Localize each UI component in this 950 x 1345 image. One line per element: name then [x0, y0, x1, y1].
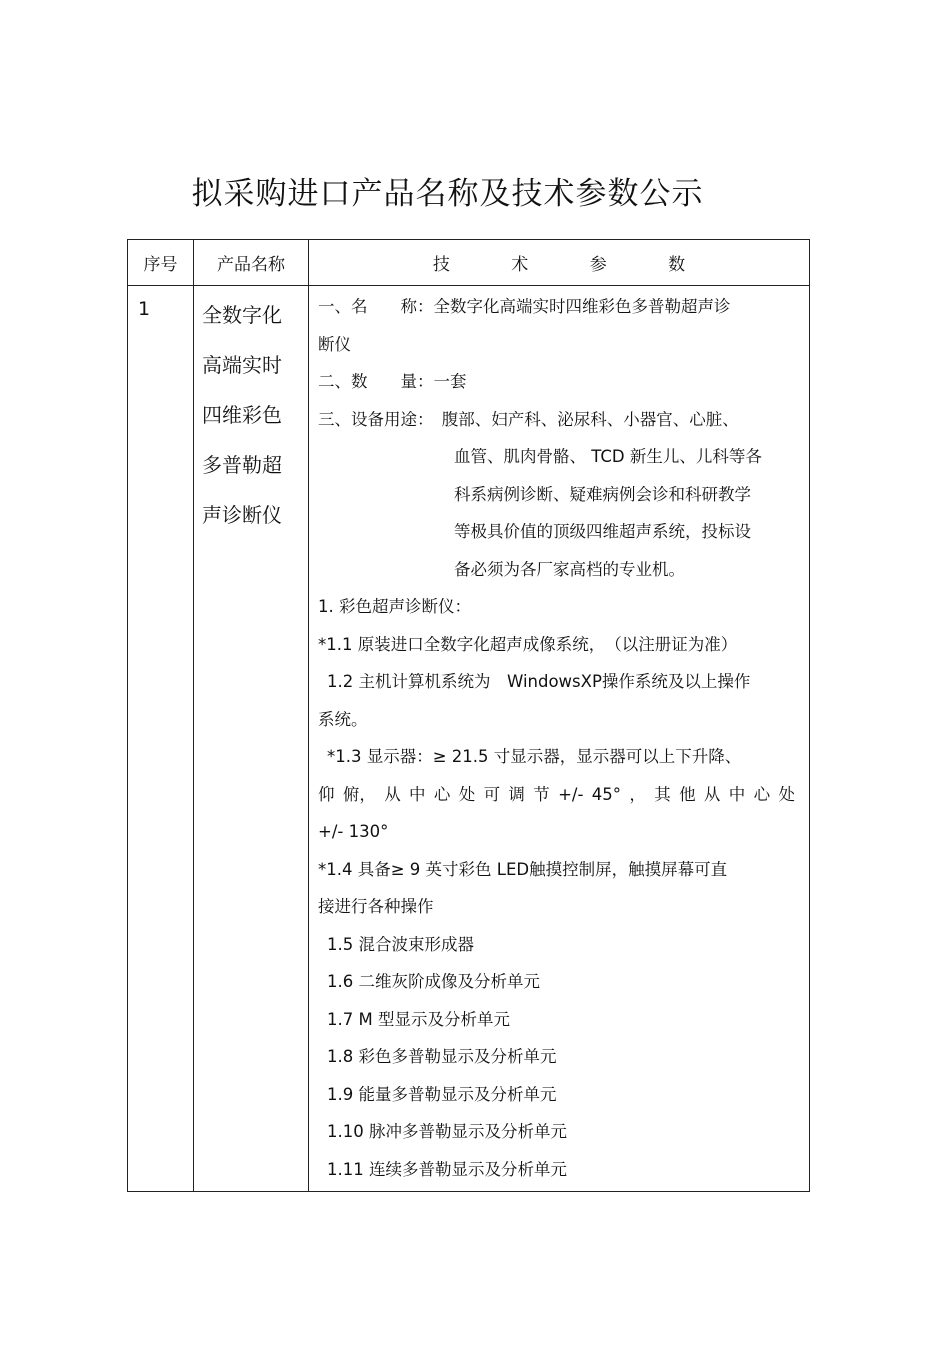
product-name-line: 多普勒超 — [202, 453, 282, 477]
spec-char: 45° — [591, 784, 622, 804]
row-number: 1 — [128, 286, 194, 1192]
spec-char: 中 — [409, 784, 426, 804]
spec-char: 俯， — [342, 784, 376, 804]
product-table — [127, 239, 810, 1192]
spec-char: 他 — [679, 784, 696, 804]
spec-char: ， — [629, 784, 646, 804]
header-no: 序号 — [128, 240, 194, 286]
product-name-line: 四维彩色 — [202, 403, 282, 427]
page-title: 拟采购进口产品名称及技术参数公示 — [191, 176, 704, 212]
spec-char: 从 — [703, 784, 721, 804]
spec-char: 处 — [778, 784, 795, 804]
product-name-line: 声诊断仪 — [202, 503, 282, 527]
param-usage-cont: 等极具价值的顶级四维超声系统，投标设 — [454, 522, 751, 541]
header-product-name: 产品名称 — [194, 240, 309, 286]
table-row — [128, 286, 810, 1192]
param-quantity: 二、数 量：一套 — [318, 372, 467, 391]
section-heading: 1. 彩色超声诊断仪： — [318, 597, 471, 616]
spec-item-cont: +/- 130° — [318, 822, 389, 841]
spec-char: +/- — [558, 784, 584, 804]
tech-params-cell — [309, 286, 810, 1192]
param-usage-cont: 科系病例诊断、疑难病例会诊和科研教学 — [454, 484, 751, 504]
spec-char: 处 — [458, 784, 476, 804]
spec-char: 中 — [728, 784, 746, 804]
param-name: 一、名 称：全数字化高端实时四维彩色多普勒超声诊 — [318, 297, 731, 316]
header-tech-params: 技 术 参 数 — [309, 240, 810, 286]
spec-item-cont: 接进行各种操作 — [318, 897, 434, 916]
spec-char: 心 — [753, 784, 771, 804]
spec-item: 1.8 彩色多普勒显示及分析单元 — [327, 1047, 557, 1066]
spec-item: *1.1 原装进口全数字化超声成像系统， （以注册证为准） — [318, 634, 738, 654]
param-usage-cont: 血管、肌肉骨骼、 TCD 新生儿、儿科等各 — [454, 447, 762, 466]
product-name-line: 全数字化 — [202, 303, 282, 327]
spec-char: 可 — [483, 784, 501, 804]
spec-char: 节 — [533, 784, 550, 804]
spec-item: 1.6 二维灰阶成像及分析单元 — [327, 972, 540, 991]
spec-item: 1.2 主机计算机系统为 WindowsXP操作系统及以上操作 — [327, 672, 751, 691]
spec-item: 1.5 混合波束形成器 — [327, 934, 474, 954]
spec-char: 调 — [508, 784, 525, 804]
table-header-row — [128, 240, 810, 286]
spec-item: 1.10 脉冲多普勒显示及分析单元 — [327, 1122, 567, 1141]
spec-char: 其 — [654, 784, 671, 804]
spec-char: 仰 — [318, 784, 335, 804]
param-usage-cont: 备必须为各厂家高档的专业机。 — [454, 559, 685, 579]
product-name-cell — [194, 286, 309, 1192]
spec-item: 1.9 能量多普勒显示及分析单元 — [327, 1084, 557, 1104]
spec-item: 1.11 连续多普勒显示及分析单元 — [327, 1159, 567, 1179]
spec-item: *1.3 显示器：≥ 21.5 寸显示器，显示器可以上下升降、 — [327, 747, 742, 766]
spec-item-cont — [318, 776, 809, 814]
spec-char: 从 — [384, 784, 401, 804]
spec-char: 心 — [433, 784, 451, 804]
spec-item-cont: 系统。 — [318, 709, 368, 729]
spec-item: 1.7 M 型显示及分析单元 — [327, 1009, 510, 1029]
product-name-line: 高端实时 — [202, 353, 282, 377]
param-usage: 三、设备用途： 腹部、妇产科、泌尿科、小器官、心脏、 — [318, 409, 739, 429]
param-name-cont: 断仪 — [318, 334, 351, 354]
spec-item: *1.4 具备≥ 9 英寸彩色 LED触摸控制屏，触摸屏幕可直 — [318, 859, 728, 879]
